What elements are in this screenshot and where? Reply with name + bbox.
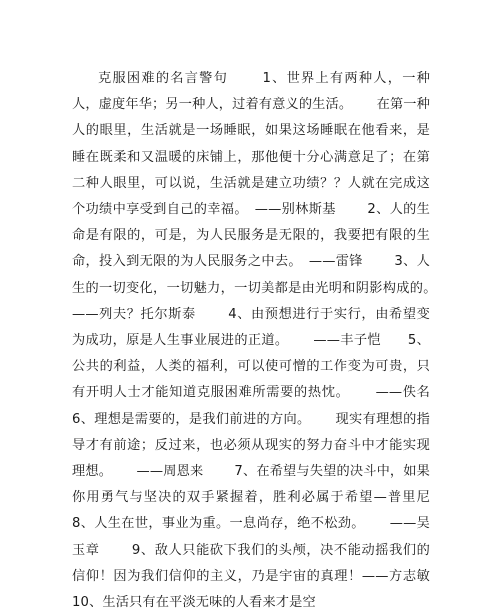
document-body <box>72 66 462 616</box>
quotes-paragraph: 克服困难的名言警句 1、世界上有两种人，一种人，虚度年华；另一种人，过着有意义的生活。 在第一种人的眼里，生活就是一场睡眠，如果这场睡眠在他看来，是睡在既柔和又温暖的床铺上，那他便十分心满意足了；在第二种人眼里，可以说，生活就是建立功绩？？人就在完成这个功绩中享受到自己的幸福。 ——别林斯基 2、人的生命是有限的，可是，为人民服务是无限的，我要把有限的生命，投入到无限的为人民服务之中去。 ——雷锋 3、人生的一切变化，一切魅力，一切美都是由光明和阴影构成的。 ——列夫？托尔斯泰 4、由预想进行于实行，由希望变为成功，原是人生事业展进的正道。 ——丰子恺 5、公共的利益，人类的福利，可以使可憎的工作变为可贵，只有开明人士才能知道克服困难所需要的热忱。 ——佚名 6、理想是需要的，是我们前进的方向。 现实有理想的指导才有前途；反过来，也必须从现实的努力奋斗中才能实现理想。 ——周恩来 7、在希望与失望的决斗中，如果你用勇气与坚决的双手紧握着，胜利必属于希望—普里尼 8、人生在世，事业为重。一息尚存，绝不松劲。 ——吴玉章 9、敌人只能砍下我们的头颅，决不能动摇我们的信仰！因为我们信仰的主义，乃是宇宙的真理！——方志敏 10、生活只有在平淡无味的人看来才是空 <box>72 71 462 611</box>
